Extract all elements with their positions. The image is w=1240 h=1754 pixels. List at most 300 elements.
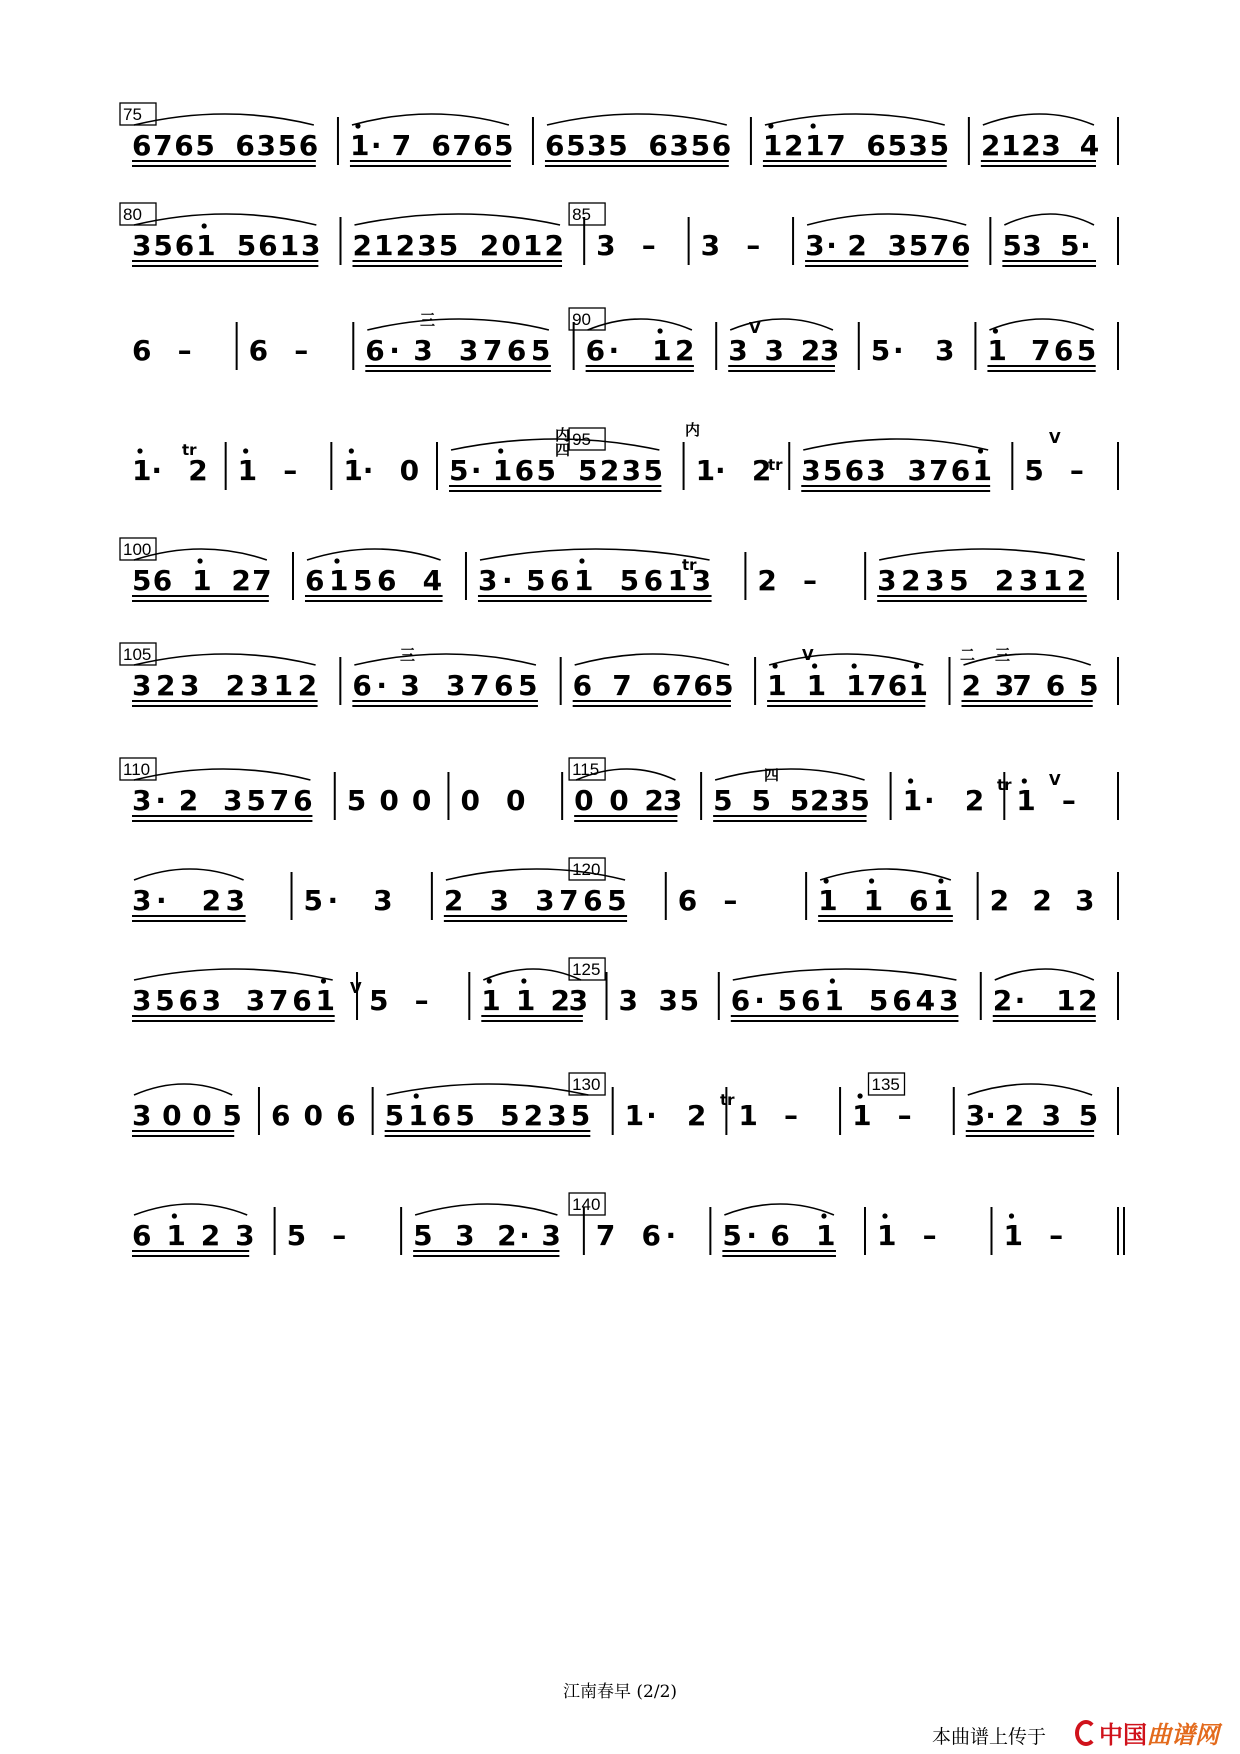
notation-glyph: 3 [925, 564, 945, 597]
notation-glyph: 5 [643, 454, 664, 487]
slur-arc [354, 214, 560, 225]
upload-note: 本曲谱上传于 [932, 1726, 1047, 1748]
notation-glyph: 2 [1077, 984, 1098, 1017]
octave-dot [243, 448, 248, 453]
notation-glyph: 3 [965, 1099, 986, 1132]
notation-glyph: 7 [452, 129, 472, 162]
fingering-mark: 三 [995, 646, 1011, 664]
notation-glyph: 2 [994, 564, 1015, 597]
fingering-mark: 三 [420, 311, 436, 329]
notation-glyph: 3 [877, 564, 897, 597]
notation-glyph: 2 [961, 669, 981, 702]
octave-dot [498, 448, 503, 453]
slur-arc [733, 969, 957, 980]
octave-dot [197, 558, 202, 563]
page-footer-title: 江南春早 (2/2) [562, 1682, 678, 1702]
notation-glyph: 5 [607, 884, 627, 917]
notation-glyph: 2 [544, 229, 564, 262]
notation-glyph: 3 [132, 1099, 152, 1132]
notation-glyph: 2 [989, 884, 1010, 917]
notation-glyph: · [892, 334, 904, 367]
notation-glyph: 1 [818, 884, 838, 917]
notation-glyph: 1 [408, 1099, 428, 1132]
octave-dot [1022, 778, 1027, 783]
notation-glyph: 2 [479, 229, 500, 262]
notation-glyph: 1 [374, 229, 394, 262]
measure-number: 125 [572, 960, 601, 979]
notation-glyph: 1 [987, 334, 1007, 367]
notation-glyph: 5 [1060, 229, 1080, 262]
notation-glyph: 5 [132, 564, 152, 597]
octave-dot [202, 223, 207, 228]
notation-glyph: 5 [1024, 454, 1044, 487]
measure-number: 110 [123, 760, 151, 779]
notation-glyph: 6 [651, 669, 672, 702]
notation-glyph: 6 [493, 669, 514, 702]
slur-arc [134, 1204, 247, 1215]
notation-glyph: 5 [155, 984, 175, 1017]
notation-glyph: 7 [866, 669, 887, 702]
notation-glyph: 3 [547, 1099, 567, 1132]
notation-glyph: 2 [686, 1099, 707, 1132]
notation-glyph: 3 [830, 784, 850, 817]
notation-glyph: 3 [132, 784, 152, 817]
notation-glyph: 3 [245, 984, 266, 1017]
notation-glyph: 7 [559, 884, 579, 917]
notation-glyph: 1 [196, 229, 216, 262]
trill-mark: tr [682, 556, 697, 574]
notation-glyph: 6 [892, 984, 912, 1017]
notation-glyph: 0 [501, 229, 521, 262]
notation-glyph: – [783, 1099, 798, 1132]
notation-glyph: 6 [304, 564, 325, 597]
notation-glyph: 1 [522, 229, 543, 262]
notation-glyph: · [155, 784, 166, 817]
notation-glyph: 7 [269, 984, 289, 1017]
notation-glyph: 0 [609, 784, 629, 817]
notation-glyph: 5 [868, 984, 889, 1017]
notation-glyph: 1 [1003, 1219, 1023, 1252]
notation-glyph: 2 [188, 454, 208, 487]
notation-glyph: 6 [677, 884, 698, 917]
notation-glyph: 3 [621, 454, 642, 487]
notation-glyph: 6 [473, 129, 493, 162]
notation-glyph: 3 [223, 784, 243, 817]
slur-arc [964, 654, 1091, 665]
notation-glyph: 3 [1041, 129, 1061, 162]
notation-glyph: 1 [972, 454, 992, 487]
notation-glyph: · [985, 1099, 996, 1132]
notation-glyph: 1 [515, 984, 536, 1017]
notation-glyph: 5 [1079, 669, 1099, 702]
notation-glyph: 6 [1045, 669, 1066, 702]
measure-number: 120 [572, 860, 601, 879]
logo-text-primary: 中国 [1099, 1721, 1147, 1749]
octave-dot [137, 448, 142, 453]
notation-glyph: 7 [153, 129, 173, 162]
trill-mark: tr [997, 776, 1012, 794]
notation-glyph: 7 [1030, 334, 1051, 367]
slur-arc [1004, 214, 1094, 225]
notation-glyph: · [327, 884, 339, 917]
notation-glyph: 3 [458, 334, 479, 367]
notation-glyph: 5 [384, 1099, 405, 1132]
bow-up-mark: V [350, 979, 362, 997]
notation-glyph: 6 [431, 1099, 452, 1132]
measure-number: 135 [871, 1075, 900, 1094]
notation-glyph: 1 [132, 454, 152, 487]
fingering-mark: 四 [555, 441, 571, 459]
notation-glyph: 5 [751, 784, 771, 817]
notation-glyph: 5 [369, 984, 389, 1017]
notation-glyph: 7 [672, 669, 693, 702]
notation-glyph: – [803, 564, 818, 597]
notation-glyph: 3 [489, 884, 509, 917]
measure-number: 115 [572, 760, 600, 779]
notation-glyph: · [501, 564, 513, 597]
notation-glyph: 3 [618, 984, 639, 1017]
octave-dot [852, 663, 857, 668]
site-logo [1075, 1715, 1219, 1750]
notation-glyph: 1 [852, 1099, 872, 1132]
slur-arc [134, 114, 314, 125]
measure-number: 95 [572, 430, 592, 449]
notation-glyph: · [151, 454, 163, 487]
measure-number: 140 [572, 1195, 601, 1214]
notation-glyph: 3 [1041, 1099, 1062, 1132]
notation-glyph: 5 [1076, 334, 1097, 367]
notation-glyph: 3 [225, 884, 246, 917]
notation-glyph: 0 [192, 1099, 212, 1132]
notation-glyph: 1 [273, 669, 294, 702]
notation-glyph: 5 [286, 1219, 307, 1252]
notation-glyph: – [283, 454, 298, 487]
notation-glyph: 3 [249, 669, 270, 702]
notation-glyph: 5 [777, 984, 798, 1017]
notation-glyph: 5 [277, 129, 298, 162]
octave-dot [1009, 1213, 1014, 1218]
measure-number: 85 [572, 205, 592, 224]
notation-glyph: 7 [929, 229, 950, 262]
fingering-mark: 内 [685, 421, 701, 439]
bow-up-mark: V [1049, 771, 1061, 789]
notation-glyph: 1 [481, 984, 501, 1017]
slur-arc [134, 1084, 232, 1095]
notation-glyph: 0 [162, 1099, 182, 1132]
notation-glyph: 5 [887, 129, 907, 162]
notation-glyph: 6 [431, 129, 451, 162]
notation-glyph: 5 [570, 1099, 591, 1132]
notation-glyph: · [754, 984, 765, 1017]
notation-glyph: 7 [482, 334, 503, 367]
notation-glyph: 2 [443, 884, 464, 917]
notation-glyph: 6 [174, 229, 195, 262]
notation-glyph: 3 [669, 129, 689, 162]
notation-glyph: 1 [846, 669, 866, 702]
notation-glyph: 6 [293, 784, 313, 817]
measure-number: 130 [572, 1075, 601, 1094]
notation-glyph: 2 [497, 1219, 517, 1252]
slur-arc [483, 969, 581, 980]
octave-dot [487, 978, 492, 983]
slur-arc [547, 114, 727, 125]
bow-up-mark: V [1049, 429, 1061, 447]
notation-glyph: 2 [992, 984, 1013, 1017]
notation-glyph: 3 [662, 784, 683, 817]
notation-glyph: 1 [166, 1219, 186, 1252]
notation-glyph: 5 [517, 669, 538, 702]
notation-glyph: · [665, 1219, 677, 1252]
octave-dot [938, 878, 943, 883]
notation-glyph: 6 [643, 564, 664, 597]
notation-glyph: 5 [500, 1099, 520, 1132]
notation-glyph: 6 [298, 129, 319, 162]
notation-glyph: 2 [297, 669, 318, 702]
notation-glyph: 2 [599, 454, 620, 487]
notation-glyph: 2 [675, 334, 695, 367]
slur-arc [968, 1084, 1092, 1095]
notation-glyph: 3 [541, 1219, 561, 1252]
notation-glyph: · [519, 1219, 530, 1252]
notation-glyph: 6 [132, 334, 152, 367]
notation-glyph: 5 [822, 454, 843, 487]
slur-arc [730, 319, 833, 330]
notation-glyph: 2 [901, 564, 921, 597]
measure-number: 80 [123, 205, 142, 224]
notation-glyph: 1 [815, 1219, 836, 1252]
notation-glyph: 3 [568, 984, 589, 1017]
notation-glyph: 2 [1032, 884, 1052, 917]
notation-glyph: – [1069, 454, 1084, 487]
measure-number: 90 [572, 310, 592, 329]
notation-glyph: 3 [180, 669, 200, 702]
notation-glyph: 5 [908, 229, 929, 262]
notation-glyph: 3 [887, 229, 908, 262]
slur-arc [134, 214, 316, 225]
fingering-mark: 内 [555, 426, 571, 444]
notation-glyph: 6 [248, 334, 269, 367]
notation-glyph: · [608, 334, 620, 367]
notation-glyph: · [376, 669, 387, 702]
notation-glyph: 1 [328, 564, 349, 597]
slur-arc [588, 319, 692, 330]
notation-glyph: 5 [222, 1099, 242, 1132]
notation-glyph: 3 [691, 564, 712, 597]
notation-glyph: 6 [549, 564, 570, 597]
notation-glyph: 5 [536, 454, 556, 487]
bow-up-mark: V [749, 319, 761, 337]
notation-glyph: 1 [652, 334, 672, 367]
notation-glyph: – [294, 334, 309, 367]
slur-arc [134, 549, 267, 560]
notation-glyph: 1 [738, 1099, 758, 1132]
slur-arc [352, 114, 509, 125]
notation-glyph: · [362, 454, 374, 487]
notation-glyph: 0 [574, 784, 594, 817]
octave-dot [349, 448, 354, 453]
notation-glyph: 3 [819, 334, 840, 367]
notation-glyph: 3 [764, 334, 784, 367]
slur-arc [879, 549, 1085, 560]
notation-glyph: 2 [156, 669, 176, 702]
notation-glyph: 1 [824, 984, 844, 1017]
notation-glyph: 3 [300, 229, 321, 262]
notation-glyph: 2 [980, 129, 1001, 162]
notation-glyph: 6 [711, 129, 732, 162]
logo-mark-icon [1075, 1720, 1097, 1746]
notation-glyph: 3 [132, 229, 152, 262]
notation-glyph: 3 [700, 229, 721, 262]
notation-glyph: 5 [1002, 229, 1022, 262]
octave-dot [869, 878, 874, 883]
notation-glyph: 6 [132, 129, 152, 162]
notation-glyph: · [746, 1219, 758, 1252]
notation-glyph: 6 [270, 1099, 291, 1132]
slur-arc [387, 1084, 589, 1095]
notation-glyph: 1 [1042, 564, 1063, 597]
notation-glyph: 3 [417, 229, 437, 262]
slur-arc [134, 869, 244, 880]
notation-glyph: 2 [178, 784, 199, 817]
notation-glyph: 1 [343, 454, 363, 487]
notation-glyph: 7 [1012, 669, 1032, 702]
notation-glyph: 7 [826, 129, 846, 162]
fingering-mark: 二 [960, 646, 976, 664]
slur-arc [983, 114, 1094, 125]
notation-glyph: 1 [695, 454, 716, 487]
fingering-mark: 四 [764, 766, 780, 784]
notation-glyph: 5 [850, 784, 870, 817]
notation-glyph: 2 [810, 784, 830, 817]
notation-glyph: 7 [252, 564, 272, 597]
notation-glyph: 3 [445, 669, 466, 702]
notation-glyph: 6 [585, 334, 606, 367]
notation-glyph: 3 [235, 1219, 255, 1252]
notation-glyph: 1 [279, 229, 300, 262]
notation-glyph: 1 [1056, 984, 1076, 1017]
notation-glyph: 3 [455, 1219, 475, 1252]
notation-glyph: 6 [132, 1219, 152, 1252]
notation-glyph: 6 [365, 334, 385, 367]
octave-dot [830, 978, 835, 983]
notation-glyph: – [897, 1099, 912, 1132]
notation-glyph: 1 [908, 669, 929, 702]
octave-dot [521, 978, 526, 983]
notation-glyph: 3 [373, 884, 393, 917]
notation-glyph: 1 [902, 784, 923, 817]
notation-glyph: 3 [994, 669, 1015, 702]
notation-glyph: 3 [132, 884, 152, 917]
slur-arc [354, 654, 536, 665]
notation-glyph: 5 [494, 129, 514, 162]
notation-glyph: 2 [200, 1219, 221, 1252]
fingering-mark: 三 [400, 646, 416, 664]
slur-arc [803, 439, 988, 450]
measure-number: 105 [123, 645, 152, 664]
notation-glyph: 7 [595, 1219, 616, 1252]
octave-dot [657, 328, 662, 333]
notation-glyph: 5 [722, 1219, 742, 1252]
slur-arc [575, 654, 729, 665]
trill-mark: tr [720, 1091, 735, 1109]
notation-glyph: 0 [379, 784, 399, 817]
notation-glyph: 3 [1018, 564, 1039, 597]
notation-glyph: 5 [195, 129, 215, 162]
notation-glyph: 3 [728, 334, 748, 367]
notation-glyph: 6 [866, 129, 886, 162]
notation-glyph: · [470, 454, 482, 487]
notation-glyph: 6 [800, 984, 821, 1017]
notation-glyph: 4 [915, 984, 936, 1017]
notation-glyph: 5 [690, 129, 711, 162]
notation-glyph: 3 [477, 564, 498, 597]
notation-glyph: 6 [572, 669, 593, 702]
notation-glyph: 1 [805, 129, 825, 162]
octave-dot [414, 1093, 419, 1098]
notation-glyph: 5 [714, 669, 734, 702]
slur-arc [715, 769, 864, 780]
notation-glyph: 1 [315, 984, 335, 1017]
notation-glyph: 6 [951, 229, 971, 262]
notation-glyph: 2 [395, 229, 416, 262]
slur-arc [480, 549, 710, 560]
notation-glyph: 5 [525, 564, 546, 597]
notation-glyph: 1 [762, 129, 783, 162]
slur-arc [367, 319, 549, 330]
octave-dot [172, 1213, 177, 1218]
notation-glyph: 2 [1066, 564, 1087, 597]
measure-number: 75 [123, 105, 142, 124]
notation-glyph: 5 [236, 229, 257, 262]
notation-glyph: – [1049, 1219, 1064, 1252]
notation-glyph: 1 [932, 884, 953, 917]
slur-arc [134, 969, 333, 980]
octave-dot [821, 1213, 826, 1218]
notation-glyph: 1 [806, 669, 827, 702]
notation-glyph: 0 [399, 454, 420, 487]
notation-glyph: 2 [225, 669, 246, 702]
notation-glyph: · [826, 229, 837, 262]
octave-dot [579, 558, 584, 563]
notation-glyph: 3 [1022, 229, 1042, 262]
notation-glyph: 3 [908, 129, 929, 162]
notation-glyph: 6 [544, 129, 565, 162]
notation-glyph: 1 [573, 564, 594, 597]
notation-glyph: 7 [391, 129, 412, 162]
notation-glyph: 1 [192, 564, 212, 597]
notation-glyph: 6 [152, 564, 173, 597]
notation-glyph: 5 [413, 1219, 433, 1252]
notation-glyph: 6 [506, 334, 527, 367]
notation-glyph: · [924, 784, 935, 817]
notation-glyph: 7 [929, 454, 949, 487]
notation-glyph: 3 [801, 454, 821, 487]
notation-glyph: 5 [246, 784, 266, 817]
notation-glyph: – [332, 1219, 347, 1252]
notation-glyph: 5 [566, 129, 586, 162]
notation-glyph: 6 [258, 229, 278, 262]
notation-glyph: – [177, 334, 192, 367]
notation-glyph: · [156, 884, 167, 917]
notation-glyph: 5 [303, 884, 324, 917]
notation-glyph: 3 [1075, 884, 1095, 917]
notation-glyph: 6 [693, 669, 713, 702]
notation-glyph: 2 [201, 884, 222, 917]
notation-glyph: 5 [929, 129, 950, 162]
notation-glyph: 2 [784, 129, 804, 162]
notation-glyph: 6 [641, 1219, 661, 1252]
octave-dot [882, 1213, 887, 1218]
